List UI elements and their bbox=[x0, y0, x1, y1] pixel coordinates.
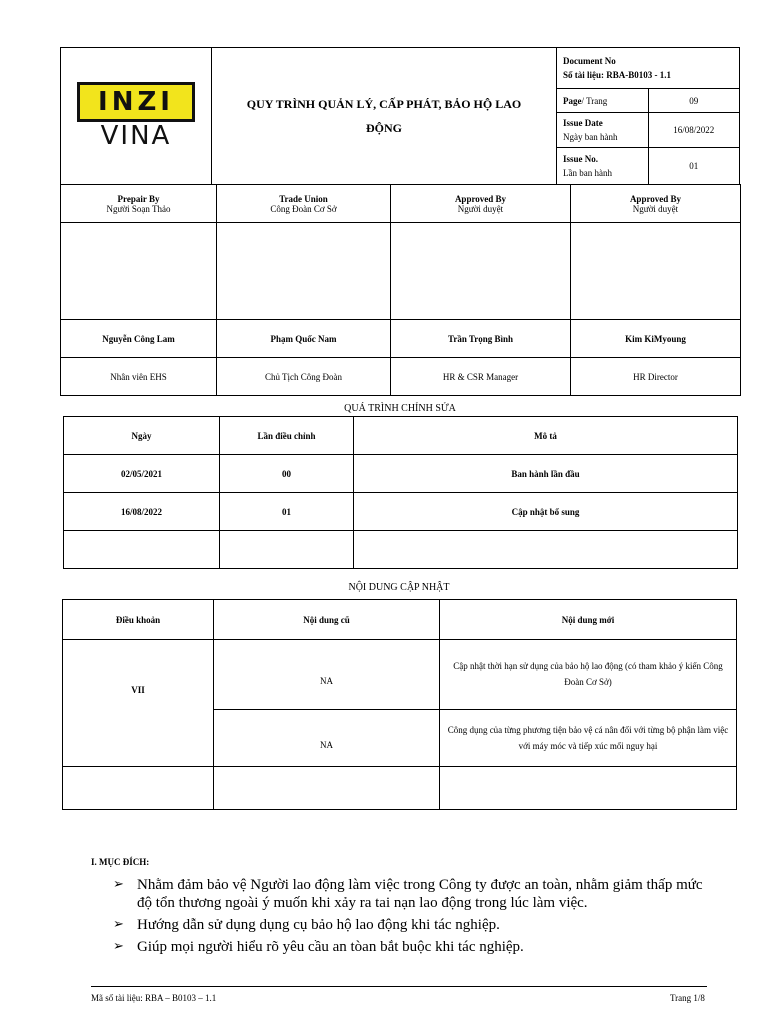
empty-cell bbox=[214, 766, 440, 809]
purpose-heading: I. MỤC ĐÍCH: bbox=[91, 857, 150, 867]
update-header-clause: Điều khoản bbox=[63, 600, 214, 640]
update-old: NA bbox=[214, 640, 440, 710]
update-table bbox=[62, 599, 737, 810]
approver-name: Trần Trọng Bình bbox=[391, 320, 571, 358]
footer-page-number: Trang 1/8 bbox=[670, 993, 705, 1003]
revision-header-date: Ngày bbox=[64, 417, 220, 455]
arrow-bullet-icon: ➢ bbox=[113, 877, 124, 892]
document-header bbox=[60, 47, 740, 185]
document-code: Số tài liệu: RBA-B0103 - 1.1 bbox=[563, 70, 671, 81]
company-logo bbox=[77, 82, 195, 150]
approval-role-cell bbox=[391, 185, 571, 223]
revision-version: 00 bbox=[220, 455, 354, 493]
revision-date: 16/08/2022 bbox=[64, 493, 220, 531]
table-row bbox=[63, 709, 737, 766]
approval-role-vn: Người duyệt bbox=[632, 203, 679, 214]
issue-no-value: 01 bbox=[648, 147, 740, 184]
page-label: Page bbox=[563, 95, 582, 106]
empty-cell bbox=[354, 531, 738, 569]
signature-box bbox=[571, 223, 741, 320]
approver-title: Chủ Tịch Công Đoàn bbox=[217, 358, 391, 396]
approver-name: Phạm Quốc Nam bbox=[217, 320, 391, 358]
update-clause: VII bbox=[63, 640, 214, 710]
table-row bbox=[64, 531, 738, 569]
empty-cell bbox=[63, 709, 214, 766]
approval-role-cell bbox=[571, 185, 741, 223]
approval-role: Approved By bbox=[629, 193, 682, 204]
approval-role-cell bbox=[217, 185, 391, 223]
footer-divider bbox=[91, 986, 707, 987]
purpose-text: Nhằm đảm bảo vệ Người lao động làm việc trong Công ty được an toàn, nhằm giảm thấp mức độ tổn thương ngoài ý muốn khi xảy ra tai nạn lao động trong lúc làm việc. bbox=[137, 877, 703, 911]
list-item bbox=[113, 938, 713, 956]
approver-name: Nguyễn Công Lam bbox=[61, 320, 217, 358]
table-row bbox=[63, 766, 737, 809]
document-no-label: Document No bbox=[563, 56, 616, 67]
signature-box bbox=[391, 223, 571, 320]
table-row bbox=[63, 640, 737, 710]
issue-no-label: Issue No. bbox=[563, 153, 599, 164]
list-item bbox=[113, 916, 713, 934]
page-label-cell bbox=[557, 89, 649, 113]
signature-box bbox=[61, 223, 217, 320]
footer-doc-code: Mã số tài liệu: RBA – B0103 – 1.1 bbox=[91, 993, 217, 1003]
issue-no-label-vn: Lần ban hành bbox=[563, 167, 612, 178]
approver-title: HR Director bbox=[571, 358, 741, 396]
revision-date: 02/05/2021 bbox=[64, 455, 220, 493]
logo-cell bbox=[61, 48, 212, 185]
document-title: QUY TRÌNH QUẢN LÝ, CẤP PHÁT, BẢO HỘ LAO ĐỘNG bbox=[212, 48, 557, 185]
approver-title: Nhân viên EHS bbox=[61, 358, 217, 396]
issue-date-label: Issue Date bbox=[563, 118, 603, 129]
revision-description: Cập nhật bổ sung bbox=[354, 493, 738, 531]
page-value: 09 bbox=[648, 89, 740, 113]
logo-bottom-text: VINA bbox=[100, 121, 172, 151]
table-row bbox=[64, 493, 738, 531]
page-label-vn: / Trang bbox=[581, 95, 608, 106]
revision-description: Ban hành lần đầu bbox=[354, 455, 738, 493]
approver-title: HR & CSR Manager bbox=[391, 358, 571, 396]
update-new: Công dụng của từng phương tiện bảo vệ cá nân đối với từng bộ phận làm việc với máy móc và tiếp xúc mối nguy hại bbox=[440, 709, 737, 766]
approval-role: Approved By bbox=[454, 193, 507, 204]
approval-role-vn: Người duyệt bbox=[457, 203, 504, 214]
arrow-bullet-icon: ➢ bbox=[113, 917, 124, 932]
logo-top-text: INZI bbox=[98, 87, 174, 117]
revision-table bbox=[63, 416, 738, 569]
approval-role-cell bbox=[61, 185, 217, 223]
approval-role: Prepair By bbox=[117, 193, 160, 204]
approval-role-vn: Người Soạn Thảo bbox=[106, 203, 171, 214]
approval-role-vn: Công Đoàn Cơ Sở bbox=[270, 203, 337, 214]
purpose-text: Giúp mọi người hiểu rõ yêu cầu an tòan bắt buộc khi tác nghiệp. bbox=[137, 939, 524, 955]
revision-header-version: Lần điều chỉnh bbox=[220, 417, 354, 455]
approval-table bbox=[60, 184, 741, 396]
empty-cell bbox=[64, 531, 220, 569]
update-header-new: Nội dung mới bbox=[440, 600, 737, 640]
list-item bbox=[113, 876, 713, 912]
issue-no-label-cell bbox=[557, 147, 649, 184]
signature-box bbox=[217, 223, 391, 320]
revision-section-title: QUÁ TRÌNH CHỈNH SỬA bbox=[344, 403, 456, 414]
revision-version: 01 bbox=[220, 493, 354, 531]
document-no-cell bbox=[557, 48, 740, 89]
approver-name: Kim KiMyoung bbox=[571, 320, 741, 358]
arrow-bullet-icon: ➢ bbox=[113, 939, 124, 954]
issue-date-value: 16/08/2022 bbox=[648, 113, 740, 147]
empty-cell bbox=[440, 766, 737, 809]
revision-header-description: Mô tả bbox=[354, 417, 738, 455]
purpose-text: Hướng dẫn sử dụng dụng cụ bảo hộ lao động khi tác nghiệp. bbox=[137, 917, 500, 933]
issue-date-label-cell bbox=[557, 113, 649, 147]
issue-date-label-vn: Ngày ban hành bbox=[563, 132, 618, 143]
update-old: NA bbox=[214, 709, 440, 766]
empty-cell bbox=[63, 766, 214, 809]
approval-role: Trade Union bbox=[279, 193, 328, 204]
update-header-old: Nội dung cũ bbox=[214, 600, 440, 640]
table-row bbox=[64, 455, 738, 493]
update-new: Cập nhật thời hạn sử dụng của bảo hộ lao động (có tham khảo ý kiến Công Đoàn Cơ Sở) bbox=[440, 640, 737, 710]
empty-cell bbox=[220, 531, 354, 569]
update-section-title: NỘI DUNG CẬP NHẬT bbox=[348, 582, 450, 593]
purpose-list bbox=[113, 876, 713, 960]
